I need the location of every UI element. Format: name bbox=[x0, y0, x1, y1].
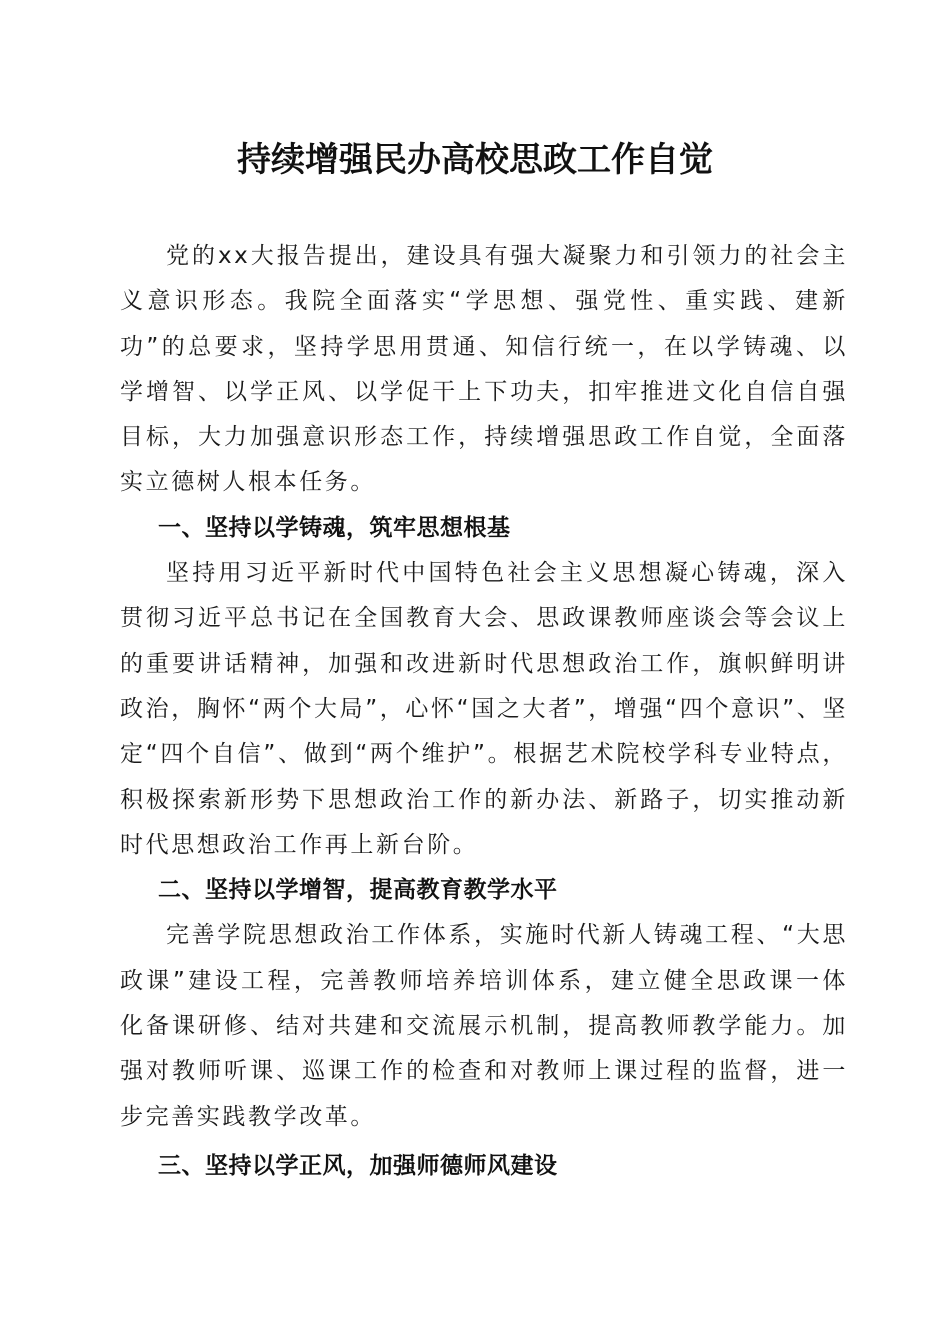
document-title: 持续增强民办高校思政工作自觉 bbox=[237, 140, 713, 180]
section-heading-1: 一、坚持以学铸魂，筑牢思想根基 bbox=[158, 514, 511, 541]
section-paragraph-2: 完善学院思想政治工作体系，实施时代新人铸魂工程、“大思政课”建设工程，完善教师培养培训体系，建立健全思政课一体化备课研修、结对共建和交流展示机制，提高教师教学能力。加强对教师听课、巡课工作的检查和对教师上课过程的监督，进一步完善实践教学改革。 bbox=[120, 922, 848, 1130]
section-heading-2: 二、坚持以学增智，提高教育教学水平 bbox=[158, 877, 558, 904]
section-heading-3: 三、坚持以学正风，加强师德师风建设 bbox=[158, 1152, 558, 1179]
section-paragraph-1: 坚持用习近平新时代中国特色社会主义思想凝心铸魂，深入贯彻习近平总书记在全国教育大会、思政课教师座谈会等会议上的重要讲话精神，加强和改进新时代思想政治工作，旗帜鲜明讲政治，胸怀“两个大局”，心怀“国之大者”，增强“四个意识”、坚定“四个自信”、做到“两个维护”。根据艺术院校学科专业特点，积极探索新形势下思想政治工作的新办法、新路子，切实推动新时代思想政治工作再上新台阶。 bbox=[120, 560, 848, 858]
intro-paragraph: 党的xx大报告提出，建设具有强大凝聚力和引领力的社会主义意识形态。我院全面落实“学思想、强党性、重实践、建新功”的总要求，坚持学思用贯通、知信行统一，在以学铸魂、以学增智、以学正风、以学促干上下功夫，扣牢推进文化自信自强目标，大力加强意识形态工作，持续增强思政工作自觉，全面落实立德树人根本任务。 bbox=[120, 243, 848, 496]
document-body bbox=[120, 234, 848, 1189]
